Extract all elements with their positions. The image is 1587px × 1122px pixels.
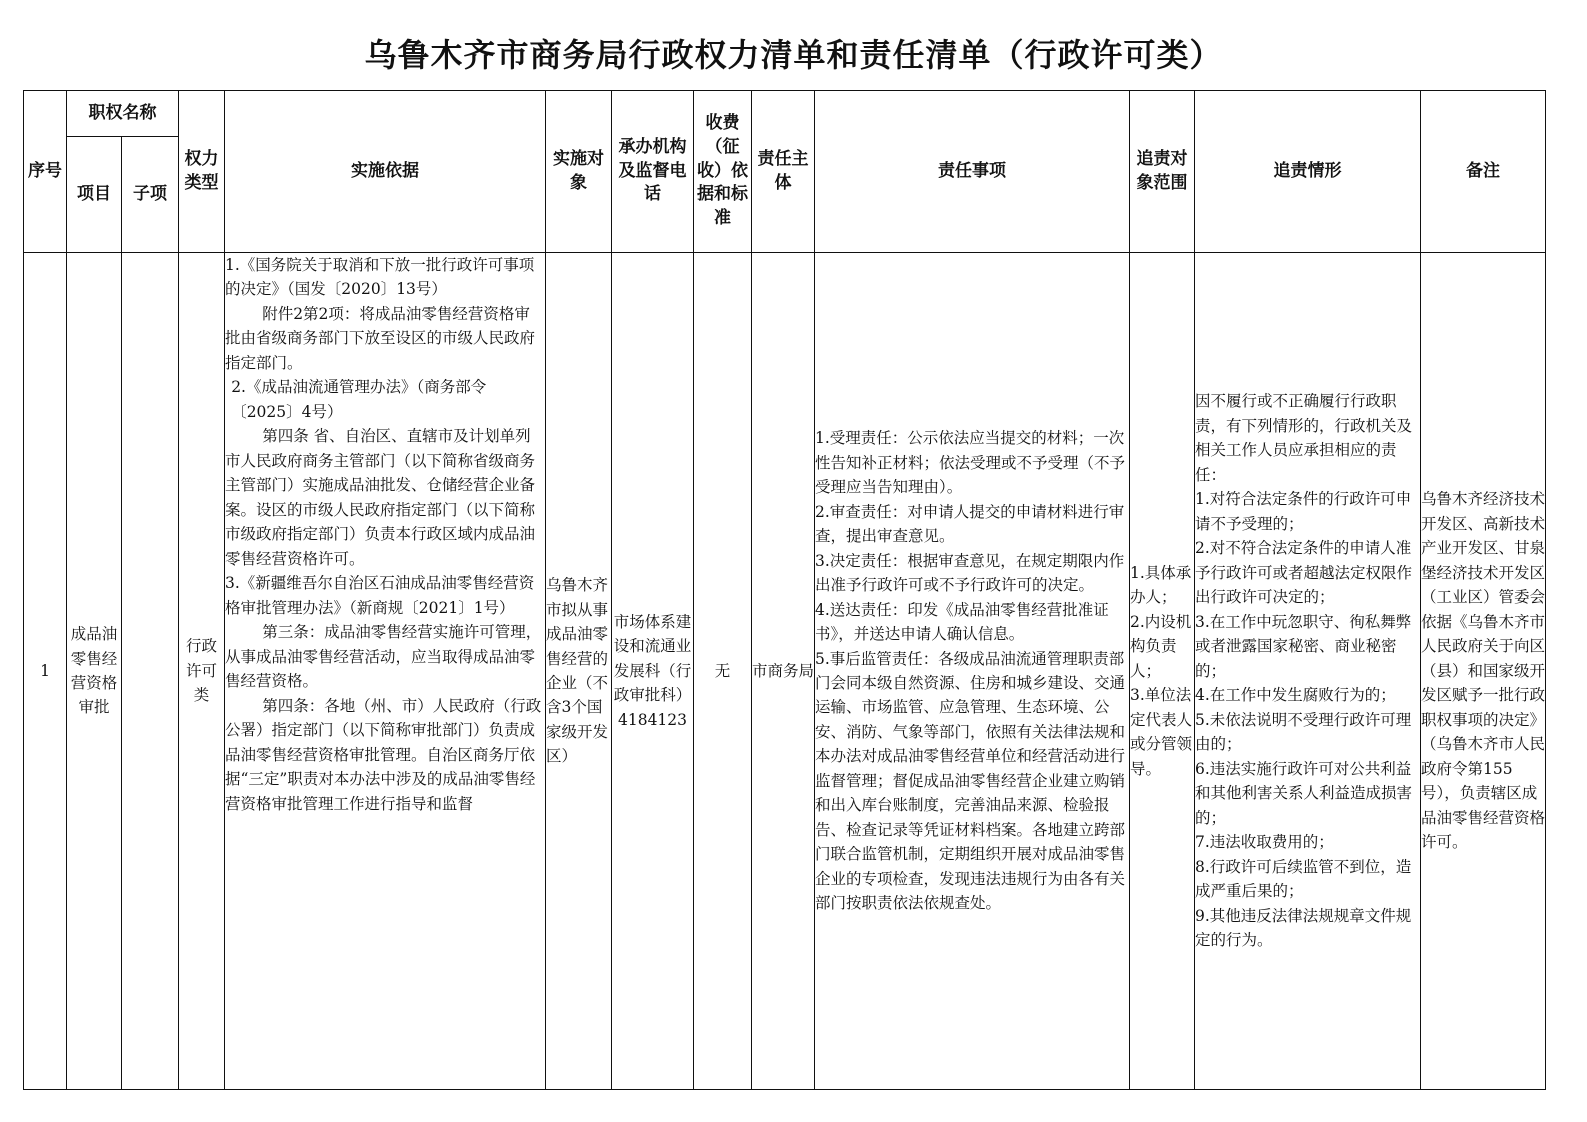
header-circumstances: 追责情形: [1195, 91, 1421, 253]
basis-line: 2.《成品油流通管理办法》（商务部令〔2025〕4号）: [231, 378, 487, 421]
circumstance-item: 6.违法实施行政许可对公共利益和其他利害关系人利益造成损害的；: [1195, 759, 1413, 827]
header-target: 实施对象: [546, 91, 612, 253]
header-subitem: 子项: [122, 137, 179, 253]
scope-item: 2.内设机构负责人；: [1130, 612, 1192, 680]
circumstance-item: 3.在工作中玩忽职守、徇私舞弊或者泄露国家秘密、商业秘密的；: [1195, 612, 1412, 680]
duty-item: 5.事后监管责任：各级成品油流通管理职责部门会同本级自然资源、住房和城乡建设、交通运输、市场监管、应急管理、生态环境、公安、消防、气象等部门，依照有关法律法规和本办法对成品油零售经营单位和经营活动进行监督管理；督促成品油零售经营企业建立购销和出入库台账制度，完善油品来源、检验报告、检查记录等凭证材料档案。各地建立跨部门联合监管机制，定期组织开展对成品油零售企业的专项检查，发现违法违规行为由各有关部门按职责依法依规查处。: [815, 649, 1126, 913]
cell-power-type: 行政许可类: [179, 253, 225, 1090]
agency-name: 市场体系建设和流通业发展科（行政审批科）: [613, 612, 692, 705]
circumstance-item: 因不履行或不正确履行行政职责，有下列情形的，行政机关及相关工作人员应承担相应的责任：: [1195, 392, 1413, 484]
circumstance-item: 5.未依法说明不受理行政许可理由的；: [1195, 710, 1412, 754]
header-basis: 实施依据: [225, 91, 546, 253]
cell-subject: 市商务局: [752, 253, 815, 1090]
header-remarks: 备注: [1421, 91, 1546, 253]
scope-item: 1.具体承办人；: [1130, 563, 1192, 607]
header-item: 项目: [67, 137, 122, 253]
basis-line: 1.《国务院关于取消和下放一批行政许可事项的决定》（国发〔2020〕13号）: [225, 256, 535, 299]
cell-remarks: 乌鲁木齐经济技术开发区、高新技术产业开发区、甘泉堡经济技术开发区（工业区）管委会依据《乌鲁木齐市人民政府关于向区（县）和国家级开发区赋予一批行政职权事项的决定》（乌鲁木齐市人民政府令第155号），负责辖区成品油零售经营资格许可。: [1421, 253, 1546, 1090]
cell-agency: [612, 253, 694, 1090]
cell-duties: [815, 253, 1130, 1090]
header-scope: 追责对象范围: [1130, 91, 1195, 253]
basis-line: 第三条：成品油零售经营实施许可管理，从事成品油零售经营活动，应当取得成品油零售经营资格。: [225, 623, 542, 691]
circumstance-item: 1.对符合法定条件的行政许可申请不予受理的；: [1195, 490, 1412, 533]
power-list-table: [23, 90, 1546, 1090]
circumstance-item: 9.其他违反法律法规规章文件规定的行为。: [1195, 906, 1412, 950]
basis-line: 附件2第2项：将成品油零售经营资格审批由省级商务部门下放至设区的市级人民政府指定部门。: [225, 304, 536, 372]
duty-item: 3.决定责任：根据审查意见，在规定期限内作出准予行政许可或不予行政许可的决定。: [815, 551, 1125, 595]
cell-fee: 无: [694, 253, 752, 1090]
scope-item: 3.单位法定代表人或分管领导。: [1130, 686, 1193, 778]
basis-line: 第四条 省、自治区、直辖市及计划单列市人民政府商务主管部门（以下简称省级商务主管部门）实施成品油批发、仓储经营企业备案。设区的市级人民政府指定部门（以下简称市级政府指定部门）负责本行政区域内成品油零售经营资格许可。: [225, 427, 536, 568]
table-row: [24, 253, 1546, 1090]
circumstance-item: 7.违法收取费用的；: [1195, 833, 1334, 852]
basis-line: 第四条：各地（州、市）人民政府（行政公署）指定部门（以下简称审批部门）负责成品油零售经营资格审批管理。自治区商务厅依据“三定”职责对本办法中涉及的成品油零售经营资格审批管理工作进行指导和监督: [225, 696, 542, 813]
header-power-type: 权力类型: [179, 91, 225, 253]
cell-circumstances: [1195, 253, 1421, 1090]
basis-line: 3.《新疆维吾尔自治区石油成品油零售经营资格审批管理办法》（新商规〔2021〕1号）: [225, 574, 535, 617]
cell-item: 成品油零售经营资格审批: [67, 253, 122, 1090]
circumstance-item: 8.行政许可后续监管不到位，造成严重后果的；: [1195, 857, 1412, 901]
cell-scope: [1130, 253, 1195, 1090]
header-fee: 收费（征收）依据和标准: [694, 91, 752, 253]
header-power-name: 职权名称: [67, 91, 179, 137]
header-duties: 责任事项: [815, 91, 1130, 253]
header-agency: 承办机构及监督电话: [612, 91, 694, 253]
circumstance-item: 4.在工作中发生腐败行为的；: [1195, 686, 1396, 705]
duty-item: 1.受理责任：公示依法应当提交的材料；一次性告知补正材料；依法受理或不予受理（不予受理应当告知理由）。: [815, 429, 1126, 497]
agency-phone: 4184123: [617, 710, 688, 729]
circumstance-item: 2.对不符合法定条件的申请人准予行政许可或者超越法定权限作出行政许可决定的；: [1195, 539, 1413, 607]
cell-basis: [225, 253, 546, 1090]
page-title: 乌鲁木齐市商务局行政权力清单和责任清单（行政许可类）: [364, 36, 1223, 74]
header-seq: 序号: [24, 91, 67, 253]
duty-item: 2.审查责任：对申请人提交的申请材料进行审查，提出审查意见。: [815, 502, 1125, 546]
duty-item: 4.送达责任：印发《成品油零售经营批准证书》，并送达申请人确认信息。: [815, 600, 1109, 644]
cell-target: 乌鲁木齐市拟从事成品油零售经营的企业（不含3个国家级开发区）: [546, 253, 612, 1090]
cell-subitem: [122, 253, 179, 1090]
header-subject: 责任主体: [752, 91, 815, 253]
cell-seq: 1: [24, 253, 67, 1090]
